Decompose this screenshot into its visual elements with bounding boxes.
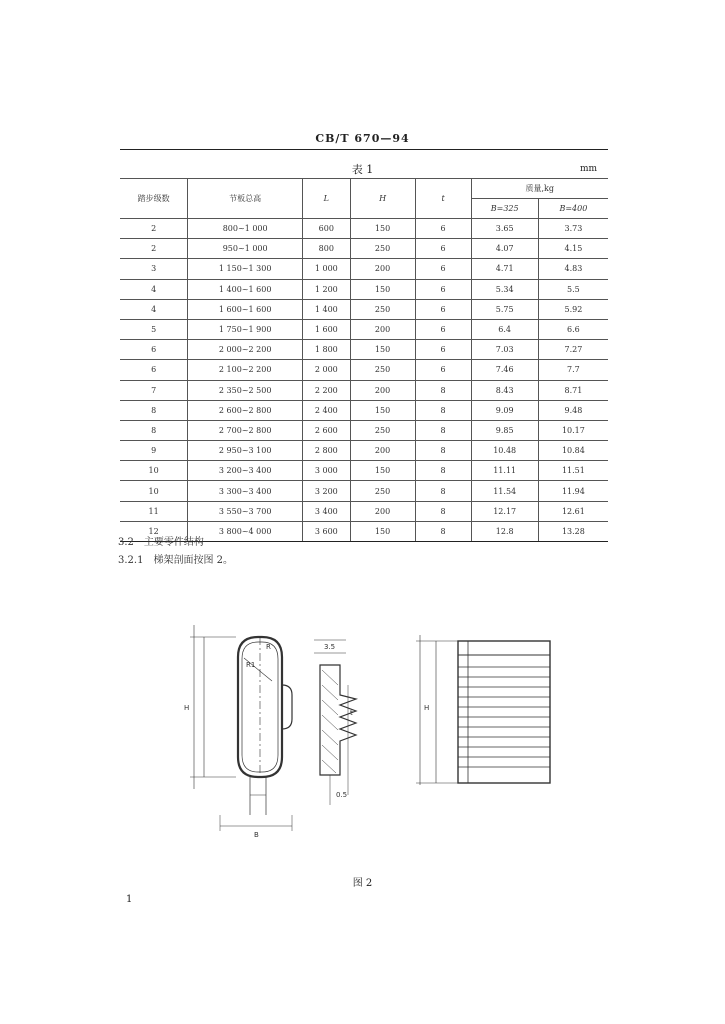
table-cell: 3 300~3 400: [188, 481, 303, 501]
table-cell: 5.75: [471, 299, 538, 319]
table-row: [120, 461, 608, 481]
table-cell: 2 400: [303, 400, 351, 420]
spec-table: [120, 178, 608, 542]
table-cell: 3 200~3 400: [188, 461, 303, 481]
table-cell: 950~1 000: [188, 239, 303, 259]
table-cell: 8: [415, 420, 471, 440]
table-cell: 2 200: [303, 380, 351, 400]
table-cell: 12.8: [471, 521, 538, 541]
table-cell: 2: [120, 219, 188, 239]
table-title: 表 1: [351, 163, 374, 176]
table-cell: 2 350~2 500: [188, 380, 303, 400]
label-h-left: H: [184, 704, 190, 712]
table-cell: 9.85: [471, 420, 538, 440]
table-cell: 8: [415, 501, 471, 521]
table-row: [120, 340, 608, 360]
table-cell: 600: [303, 219, 351, 239]
table-cell: 10: [120, 461, 188, 481]
table-cell: 9.09: [471, 400, 538, 420]
table-cell: 4.83: [538, 259, 608, 279]
table-cell: 6.6: [538, 319, 608, 339]
table-row: [120, 279, 608, 299]
table-row: [120, 299, 608, 319]
table-cell: 6: [415, 239, 471, 259]
header-t: t: [415, 179, 471, 219]
figure-caption: 图 2: [352, 878, 373, 889]
table-cell: 200: [350, 501, 415, 521]
table-cell: 10.48: [471, 441, 538, 461]
label-dim-top: 3.5: [324, 643, 336, 651]
table-cell: 2 600~2 800: [188, 400, 303, 420]
serrated-profile-drawing: [314, 640, 356, 805]
table-cell: 6: [415, 259, 471, 279]
table-cell: 8: [415, 441, 471, 461]
table-cell: 10.84: [538, 441, 608, 461]
table-cell: 200: [350, 319, 415, 339]
ladder-section-figure: [180, 615, 560, 845]
table-cell: 2 950~3 100: [188, 441, 303, 461]
table-cell: 150: [350, 521, 415, 541]
table-cell: 3 600: [303, 521, 351, 541]
table-row: [120, 239, 608, 259]
table-cell: 4: [120, 279, 188, 299]
table-cell: 11.11: [471, 461, 538, 481]
table-cell: 6: [415, 219, 471, 239]
table-cell: 1 400: [303, 299, 351, 319]
table-cell: 200: [350, 380, 415, 400]
table-cell: 3.73: [538, 219, 608, 239]
table-cell: 800: [303, 239, 351, 259]
table-row: [120, 481, 608, 501]
table-cell: 8: [415, 481, 471, 501]
table-cell: 3 550~3 700: [188, 501, 303, 521]
table-cell: 5.92: [538, 299, 608, 319]
table-cell: 200: [350, 441, 415, 461]
label-r2: R: [266, 643, 271, 651]
table-cell: 5.5: [538, 279, 608, 299]
section-3-2-1: 3.2.1 梯架剖面按图 2。: [118, 555, 233, 566]
grooved-face-drawing: [416, 635, 550, 785]
table-cell: 2 000~2 200: [188, 340, 303, 360]
table-cell: 800~1 000: [188, 219, 303, 239]
table-cell: 3: [120, 259, 188, 279]
table-cell: 3.65: [471, 219, 538, 239]
header-mass: 质量,kg: [471, 179, 608, 199]
table-cell: 4.71: [471, 259, 538, 279]
table-cell: 8: [120, 420, 188, 440]
table-cell: 8: [120, 400, 188, 420]
table-cell: 9: [120, 441, 188, 461]
table-cell: 6: [415, 299, 471, 319]
table-cell: 11.54: [471, 481, 538, 501]
table-cell: 250: [350, 481, 415, 501]
table-cell: 200: [350, 259, 415, 279]
table-cell: 4.15: [538, 239, 608, 259]
header-b325: B=325: [471, 199, 538, 219]
table-cell: 10.17: [538, 420, 608, 440]
table-cell: 6: [120, 360, 188, 380]
table-cell: 2 800: [303, 441, 351, 461]
table-cell: 8: [415, 380, 471, 400]
table-cell: 10: [120, 481, 188, 501]
table-cell: 8.71: [538, 380, 608, 400]
table-cell: 1 600~1 600: [188, 299, 303, 319]
table-cell: 8.43: [471, 380, 538, 400]
header-stages: 踏步级数: [120, 179, 188, 219]
table-cell: 9.48: [538, 400, 608, 420]
table-cell: 150: [350, 461, 415, 481]
label-b-left: B: [254, 831, 259, 839]
table-row: [120, 319, 608, 339]
table-cell: 8: [415, 521, 471, 541]
table-cell: 1 150~1 300: [188, 259, 303, 279]
table-cell: 1 200: [303, 279, 351, 299]
table-cell: 11: [120, 501, 188, 521]
header-height: 节板总高: [188, 179, 303, 219]
table-cell: 3 800~4 000: [188, 521, 303, 541]
label-dim-bottom: 0.5: [336, 791, 348, 799]
table-cell: 2 600: [303, 420, 351, 440]
table-cell: 11.51: [538, 461, 608, 481]
table-cell: 5: [120, 319, 188, 339]
table-cell: 3 200: [303, 481, 351, 501]
table-row: [120, 259, 608, 279]
table-cell: 7.7: [538, 360, 608, 380]
table-cell: 1 800: [303, 340, 351, 360]
label-h-right: H: [424, 704, 430, 712]
table-row: [120, 400, 608, 420]
table-cell: 13.28: [538, 521, 608, 541]
table-cell: 6.4: [471, 319, 538, 339]
table-cell: 2 000: [303, 360, 351, 380]
table-cell: 12.17: [471, 501, 538, 521]
header-h: H: [350, 179, 415, 219]
table-cell: 7: [120, 380, 188, 400]
header-rule: [120, 149, 608, 150]
table-cell: 3 400: [303, 501, 351, 521]
table-cell: 250: [350, 420, 415, 440]
header-l: L: [303, 179, 351, 219]
page-number: 1: [126, 894, 133, 905]
document-code: CB/T 670—94: [315, 132, 410, 145]
table-cell: 7.46: [471, 360, 538, 380]
table-cell: 250: [350, 360, 415, 380]
table-cell: 5.34: [471, 279, 538, 299]
table-cell: 8: [415, 461, 471, 481]
table-cell: 250: [350, 299, 415, 319]
table-cell: 4.07: [471, 239, 538, 259]
table-cell: 11.94: [538, 481, 608, 501]
table-cell: 1 400~1 600: [188, 279, 303, 299]
table-cell: 2 100~2 200: [188, 360, 303, 380]
table-row: [120, 360, 608, 380]
table-body: [120, 219, 608, 542]
table-cell: 12.61: [538, 501, 608, 521]
table-cell: 7.27: [538, 340, 608, 360]
table-cell: 6: [415, 360, 471, 380]
table-cell: 7.03: [471, 340, 538, 360]
table-row: [120, 219, 608, 239]
table-cell: 3 000: [303, 461, 351, 481]
table-unit: mm: [580, 164, 598, 174]
table-cell: 6: [415, 319, 471, 339]
section-3-2: 3.2 主要零件结构: [118, 537, 204, 548]
table-cell: 2 700~2 800: [188, 420, 303, 440]
table-cell: 2: [120, 239, 188, 259]
header-b400: B=400: [538, 199, 608, 219]
capsule-section-drawing: [190, 625, 292, 831]
table-cell: 6: [120, 340, 188, 360]
table-cell: 150: [350, 340, 415, 360]
table-row: [120, 501, 608, 521]
label-r1: R1: [246, 661, 256, 669]
table-cell: 250: [350, 239, 415, 259]
table-cell: 4: [120, 299, 188, 319]
table-cell: 150: [350, 400, 415, 420]
table-row: [120, 420, 608, 440]
table-row: [120, 441, 608, 461]
table-row: [120, 380, 608, 400]
table-cell: 1 000: [303, 259, 351, 279]
table-cell: 1 600: [303, 319, 351, 339]
table-cell: 12: [120, 521, 188, 541]
label-dim-t: t: [350, 709, 353, 717]
table-cell: 8: [415, 400, 471, 420]
table-cell: 150: [350, 279, 415, 299]
table-cell: 6: [415, 340, 471, 360]
table-cell: 150: [350, 219, 415, 239]
table-cell: 1 750~1 900: [188, 319, 303, 339]
table-cell: 6: [415, 279, 471, 299]
